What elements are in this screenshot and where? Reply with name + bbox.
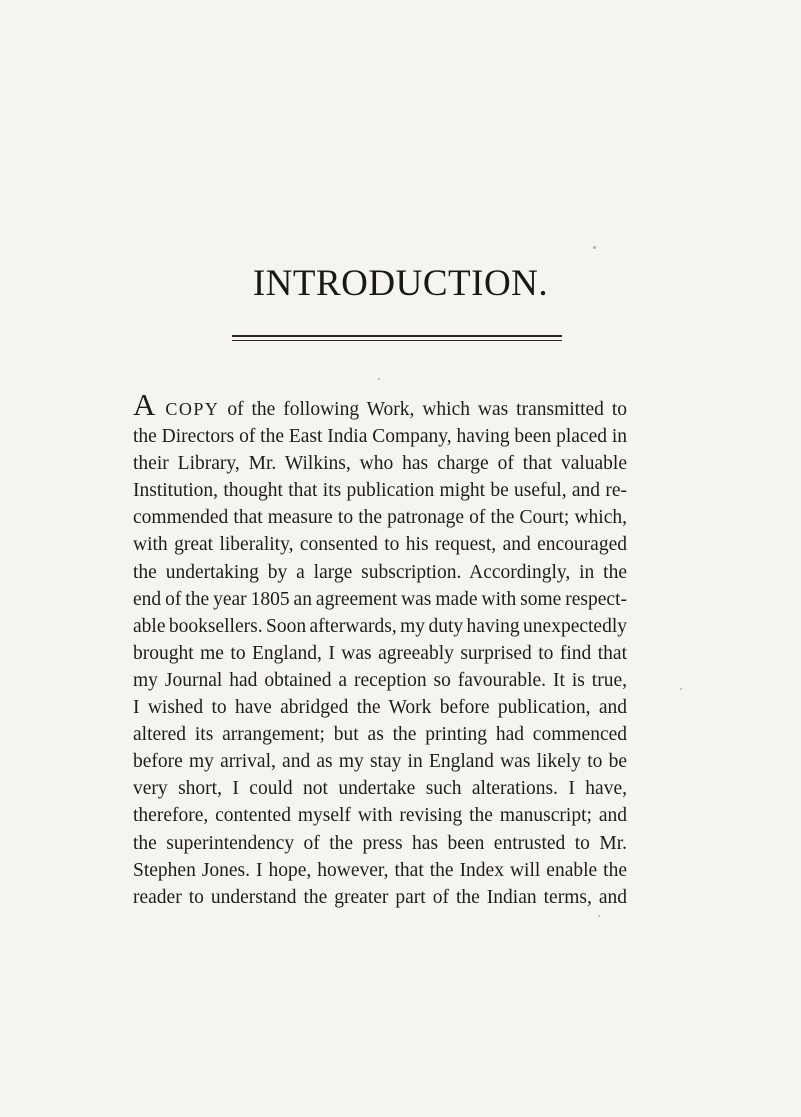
text-line: Institution, thought that its publication might be useful, and re-: [133, 480, 627, 502]
paper-speck: [598, 915, 600, 917]
page-title: INTRODUCTION.: [252, 263, 549, 304]
text-line: of the following Work, which was transmitted to: [227, 399, 628, 420]
text-line-first: [133, 387, 628, 423]
text-line: their Library, Mr. Wilkins, who has charge of that valuable: [133, 453, 627, 475]
title-rule-thin: [232, 340, 562, 341]
text-line: commended that measure to the patronage of the Court; which,: [133, 507, 627, 529]
drop-cap: A: [133, 387, 156, 422]
title-rule-thick: [232, 335, 562, 337]
text-line: I wished to have abridged the Work before publication, and: [133, 697, 627, 719]
paper-speck: [593, 246, 596, 249]
text-line: the Directors of the East India Company, having been placed in: [133, 426, 628, 448]
body-paragraph: [133, 387, 628, 911]
text-line: the superintendency of the press has been entrusted to Mr.: [133, 832, 627, 854]
text-line: before my arrival, and as my stay in England was likely to be: [133, 751, 627, 773]
text-line: the undertaking by a large subscription. Accordingly, in the: [133, 561, 627, 583]
text-line: able booksellers. Soon afterwards, my duty having unexpectedly: [133, 615, 627, 637]
text-line: my Journal had obtained a reception so favourable. It is true,: [133, 669, 627, 691]
text-line: Stephen Jones. I hope, however, that the Index will enable the: [133, 859, 627, 881]
text-line: therefore, contented myself with revising the manuscript; and: [133, 805, 627, 827]
paper-speck: [378, 378, 380, 380]
text-line: very short, I could not undertake such alterations. I have,: [133, 778, 627, 800]
text-line: reader to understand the greater part of the Indian terms, and: [133, 886, 627, 908]
paper-speck: [680, 688, 682, 690]
text-line: end of the year 1805 an agreement was made with some respect-: [133, 588, 627, 610]
text-line: with great liberality, consented to his request, and encouraged: [133, 534, 627, 556]
text-line: altered its arrangement; but as the printing had commenced: [133, 724, 627, 746]
text-line: brought me to England, I was agreeably surprised to find that: [133, 642, 627, 664]
first-word: COPY: [165, 399, 220, 419]
